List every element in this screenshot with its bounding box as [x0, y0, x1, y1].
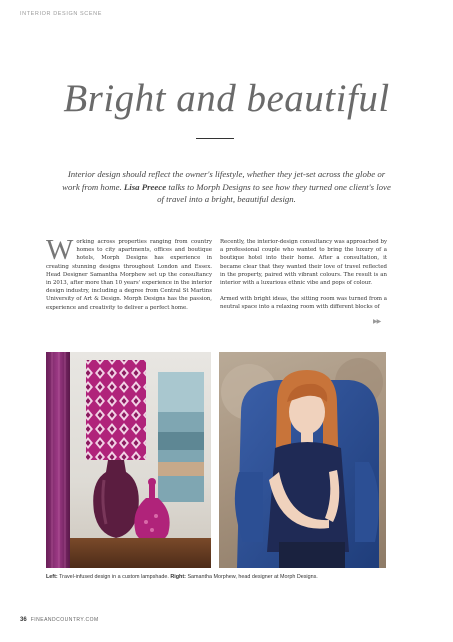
drop-cap: W [46, 234, 74, 266]
caption-right-text: Samantha Morphew, head designer at Morph Designs. [187, 574, 318, 580]
page-footer [20, 617, 99, 623]
portrait-illustration [219, 352, 386, 568]
footer-site: FINEANDCOUNTRY.COM [30, 617, 99, 623]
lamp-illustration [46, 352, 211, 568]
body-column-right [220, 238, 387, 320]
photo-designer-portrait [219, 352, 386, 568]
section-tag: INTERIOR DESIGN SCENE [20, 11, 102, 17]
body-paragraph: Recently, the interior-design consultancy was approached by a professional couple who wanted to bring the luxury of a boutique hotel into their home. After a consultation, it became clear that they wanted their love of travel reflected in the property, paired with vibrant colours. The result is an interior with a luxurious ethnic vibe and pops of colour. [220, 239, 387, 287]
page-number: 36 [20, 617, 27, 623]
body-column-left [46, 234, 212, 320]
standfirst [60, 168, 393, 206]
caption-right-label: Right: [170, 574, 186, 580]
caption-left-text: Travel-infused design in a custom lampshade. [59, 574, 169, 580]
author-name: Lisa Preece [123, 181, 167, 192]
standfirst-outro: talks to Morph Designs to see how they turned one client's love of travel into a bright, beautiful design. [157, 181, 391, 204]
photo-caption [46, 574, 318, 580]
article-title: Bright and beautiful [63, 77, 390, 120]
title-divider [196, 138, 234, 139]
standfirst-intro: Interior design should reflect the owner's lifestyle, whether they jet-set across the globe or work from home. [62, 169, 386, 192]
continue-arrows-icon: ▶▶ [373, 318, 381, 325]
body-paragraph [46, 234, 212, 312]
body-text: orking across properties ranging from country homes to city apartments, offices and boutique hotels, Morph Designs has experience in creating stunning designs throughout London and Essex. Head Designer Samantha Morphew set up the consultancy in 2013, after more than 10 years' experience in the interior design industry, including a degree from Central St Martins University of Art & Design. Morph Designs has the passion, experience and creativity to deliver a perfect home. [46, 239, 212, 311]
caption-left-label: Left: [46, 574, 58, 580]
photo-lamp [46, 352, 211, 568]
body-paragraph: Armed with bright ideas, the sitting room was turned from a neutral space into a relaxing room with different blocks of [220, 296, 387, 311]
